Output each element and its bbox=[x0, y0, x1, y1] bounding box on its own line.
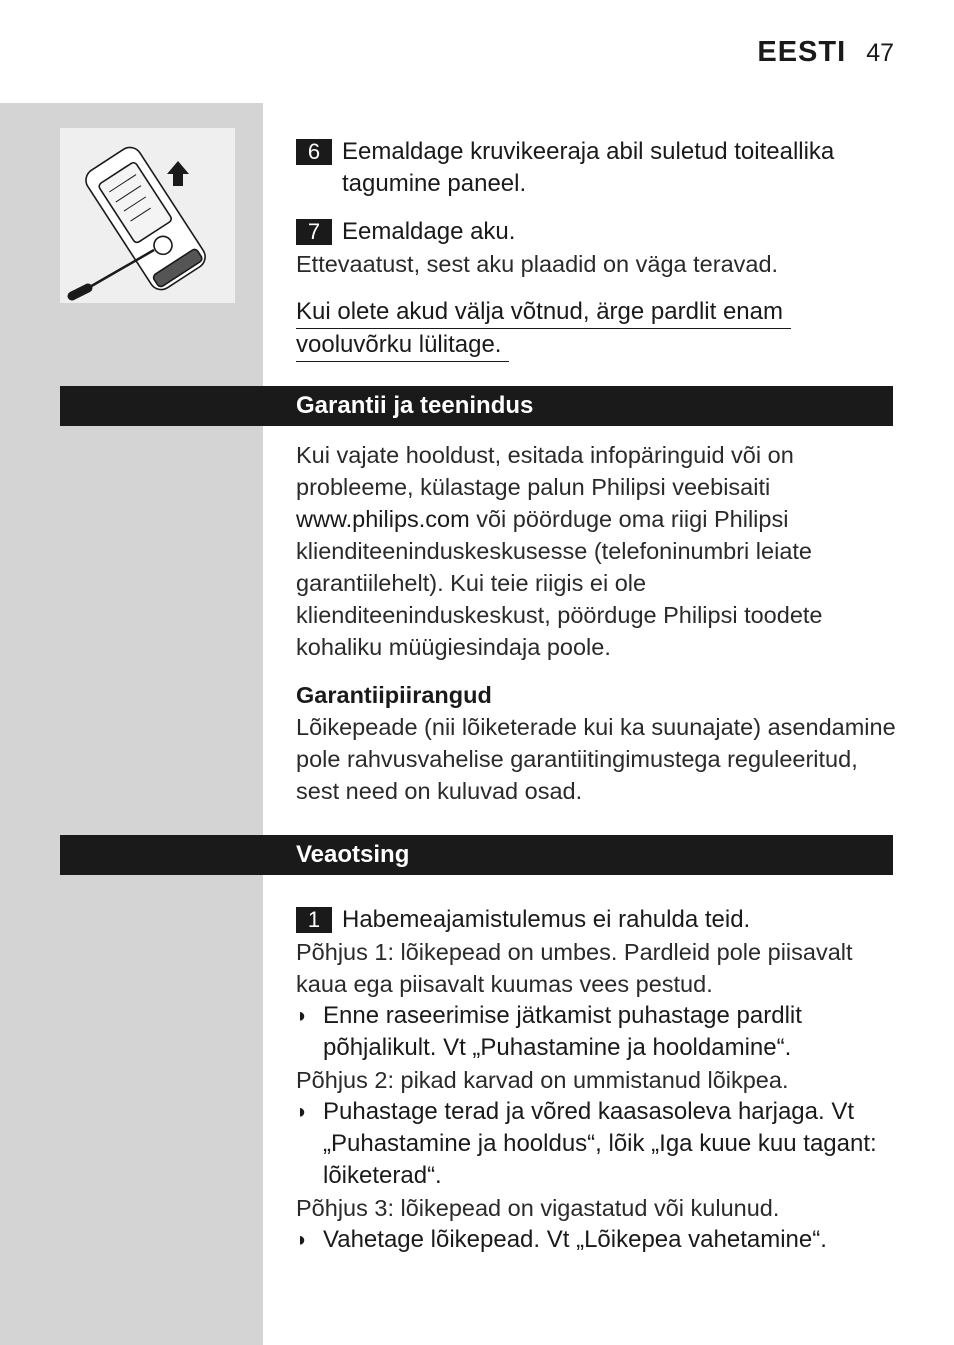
cause-2: Põhjus 2: pikad karvad on ummistanud lõikpea. bbox=[296, 1067, 789, 1093]
bullet-icon: ◗ bbox=[296, 1101, 309, 1123]
battery-removal-section bbox=[296, 136, 896, 362]
page-number: 47 bbox=[866, 39, 894, 67]
warranty-intro-after: või pöörduge oma riigi Philipsi klienditeeninduskeskusesse (telefoninumbri leiate garantiilehelt). Kui teie riigis ei ole klienditeeninduskeskust, pöörduge Philipsi toodete kohaliku müügiesindaja poole. bbox=[296, 506, 823, 660]
sidebar-pointer bbox=[236, 136, 263, 164]
problem-number-1: 1 bbox=[296, 907, 332, 933]
warranty-section bbox=[296, 439, 896, 807]
section-heading-warranty: Garantii ja teenindus bbox=[60, 386, 893, 426]
step-number-7: 7 bbox=[296, 219, 332, 245]
section-heading-troubleshooting: Veaotsing bbox=[60, 835, 893, 875]
bullet-icon: ◗ bbox=[296, 1229, 309, 1251]
solution-1 bbox=[296, 1000, 896, 1064]
restrictions-text: Lõikepeade (nii lõiketerade kui ka suunajate) asendamine pole rahvusvahelise garantiitingimustega reguleeritud, sest need on kuluvad osad. bbox=[296, 714, 896, 804]
shaver-illustration bbox=[60, 128, 235, 303]
step-7-text: Eemaldage aku. bbox=[342, 218, 516, 245]
philips-website-link[interactable]: www.philips.com bbox=[296, 506, 470, 532]
arrow-up-icon bbox=[60, 128, 235, 303]
step-number-6: 6 bbox=[296, 139, 332, 165]
troubleshooting-section bbox=[296, 904, 896, 1256]
problem-1-text: Habemeajamistulemus ei rahulda teid. bbox=[342, 906, 751, 933]
warning-note bbox=[296, 296, 896, 362]
step-6 bbox=[296, 136, 896, 200]
step-6-text: Eemaldage kruvikeeraja abil suletud toiteallika tagumine paneel. bbox=[342, 138, 835, 197]
step-7 bbox=[296, 216, 896, 248]
warning-line-2: vooluvõrku lülitage. bbox=[296, 329, 509, 362]
warranty-intro bbox=[296, 439, 896, 663]
solution-3 bbox=[296, 1224, 896, 1256]
cause-3: Põhjus 3: lõikepead on vigastatud või kulunud. bbox=[296, 1195, 780, 1221]
problem-1 bbox=[296, 904, 896, 936]
restrictions-heading: Garantiipiirangud bbox=[296, 682, 492, 708]
solution-3-text: Vahetage lõikepead. Vt „Lõikepea vahetamine“. bbox=[323, 1226, 827, 1253]
cause-1: Põhjus 1: lõikepead on umbes. Pardleid pole piisavalt kaua ega piisavalt kuumas vees pestud. bbox=[296, 939, 853, 997]
bullet-icon: ◗ bbox=[296, 1005, 309, 1027]
page-header bbox=[757, 36, 894, 69]
warranty-intro-before: Kui vajate hooldust, esitada infopäringuid või on probleeme, külastage palun Philipsi veebisaiti bbox=[296, 442, 794, 500]
warning-line-1: Kui olete akud välja võtnud, ärge pardlit enam bbox=[296, 296, 791, 329]
solution-2-text: Puhastage terad ja võred kaasasoleva harjaga. Vt „Puhastamine ja hooldus“, lõik „Iga kuue kuu tagant: lõiketerad“. bbox=[323, 1098, 877, 1189]
caution-text: Ettevaatust, sest aku plaadid on väga teravad. bbox=[296, 251, 779, 277]
language-label: EESTI bbox=[757, 36, 847, 68]
solution-1-text: Enne raseerimise jätkamist puhastage pardlit põhjalikult. Vt „Puhastamine ja hooldamine“. bbox=[323, 1002, 802, 1061]
solution-2 bbox=[296, 1096, 896, 1192]
